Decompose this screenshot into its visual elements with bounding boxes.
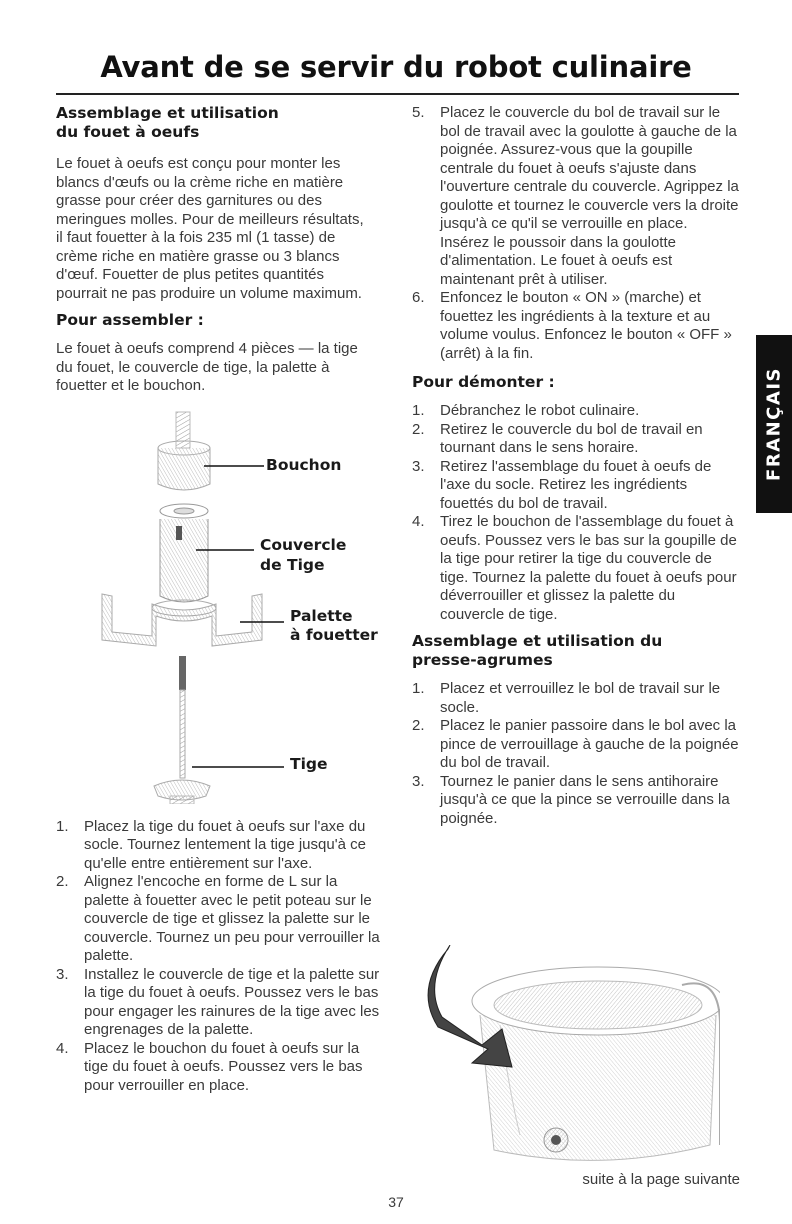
assemble-intro-paragraph: Le fouet à oeufs comprend 4 pièces — la tige du fouet, le couvercle de tige, la palette à fouetter et le bouchon.: [56, 340, 358, 394]
list-item: 1. Débranchez le robot culinaire.: [412, 402, 640, 419]
list-item: 1. Placez et verrouillez le bol de travail sur le socle.: [412, 680, 721, 716]
dismantle-steps-list: [412, 402, 740, 624]
citrus-press-heading: Assemblage et utilisation du presse-agrumes: [412, 632, 663, 669]
list-item: 4. Tirez le bouchon de l'assemblage du fouet à oeufs. Poussez vers le bas sur la goupille de la tige pour retirer la tige du couvercle de tige. Tournez la palette du fouet à oeufs pour déverrouiller et glissez la palette du couvercle de tige.: [412, 513, 737, 623]
label-palette-line1: Palette: [290, 606, 353, 625]
whisk-intro-paragraph: Le fouet à oeufs est conçu pour monter les blancs d'œufs ou la crème riche en matière grasse pour créer des garnitures ou des meringues molles. Pour de meilleurs résultats, il faut fouetter à la fois 235 ml (1 tasse) de crème riche en matière grasse ou 3 blancs d'œuf. Fouetter de plus petites quantités pourrait ne pas produire un volume maximum.: [56, 155, 364, 302]
right-column: [412, 104, 740, 828]
citrus-press-illustration: [420, 945, 720, 1165]
language-side-tab: [756, 335, 792, 513]
list-item: 6. Enfoncez le bouton « ON » (marche) et fouettez les ingrédients à la texture et au volume voulus. Enfoncez le bouton « OFF » (arrêt) à la fin.: [412, 289, 732, 362]
continued-note: suite à la page suivante: [582, 1171, 740, 1188]
list-item: 5. Placez le couvercle du bol de travail sur le bol de travail avec la goulotte à gauche de la poignée. Assurez-vous que la goupille centrale du fouet à oeufs s'ajuste dans l'ouverture centrale du couvercle. Agrippez la goulotte et tournez le couvercle vers la droite jusqu'à ce qu'il se verrouille en place. Insérez le poussoir dans la goulotte d'alimentation. Le fouet à oeufs est maintenant prêt à utiliser.: [412, 104, 739, 288]
list-item: 2. Retirez le couvercle du bol de travail en tournant dans le sens horaire.: [412, 420, 703, 456]
whisk-parts-diagram: [56, 404, 386, 804]
dismantle-heading: Pour démonter :: [412, 373, 555, 391]
list-item: 3. Installez le couvercle de tige et la palette sur la tige du fouet à oeufs. Poussez vers le bas pour engager les rainures de la tige avec les engrenages de la palette.: [56, 965, 380, 1038]
whisk-steps-list: [56, 818, 386, 1096]
label-palette-line2: à fouetter: [290, 625, 378, 644]
couvercle-part: [160, 504, 208, 602]
whisk-section-heading: Assemblage et utilisation du fouet à oeufs: [56, 104, 279, 141]
citrus-press-steps-list: [412, 680, 740, 828]
list-item: 2. Placez le panier passoire dans le bol avec la pince de verrouillage à gauche de la poignée du bol de travail.: [412, 717, 739, 771]
locking-clip: [544, 1128, 568, 1152]
list-item: 2. Alignez l'encoche en forme de L sur la palette à fouetter avec le petit poteau sur le couvercle de tige et glissez la palette sur le couvercle. Tournez un peu pour verrouiller la palette.: [56, 873, 380, 964]
language-tab-label: FRANÇAIS: [763, 367, 785, 481]
list-item: 1. Placez la tige du fouet à oeufs sur l'axe du socle. Tournez lentement la tige jusqu'à ce qu'elle entre entièrement sur l'axe.: [56, 817, 366, 872]
left-column: [56, 104, 386, 1095]
bouchon-part: [158, 412, 210, 490]
label-tige: Tige: [290, 754, 328, 773]
title-divider: [56, 93, 739, 95]
tige-part: [154, 656, 210, 804]
page-number: 37: [388, 1194, 404, 1210]
list-item: 3. Retirez l'assemblage du fouet à oeufs de l'axe du socle. Retirez les ingrédients fouettés du bol de travail.: [412, 457, 712, 512]
page-title: Avant de se servir du robot culinaire: [100, 50, 692, 84]
label-couvercle-line1: Couvercle: [260, 535, 347, 554]
assemble-heading: Pour assembler :: [56, 311, 204, 329]
whisk-steps-continued: [412, 104, 740, 363]
list-item: 3. Tournez le panier dans le sens antihoraire jusqu'à ce que la pince se verrouille dans la poignée.: [412, 772, 730, 827]
label-bouchon: Bouchon: [266, 455, 342, 474]
label-couvercle-line2: de Tige: [260, 555, 325, 574]
list-item: 4. Placez le bouchon du fouet à oeufs sur la tige du fouet à oeufs. Poussez vers le bas pour verrouiller en place.: [56, 1039, 363, 1094]
